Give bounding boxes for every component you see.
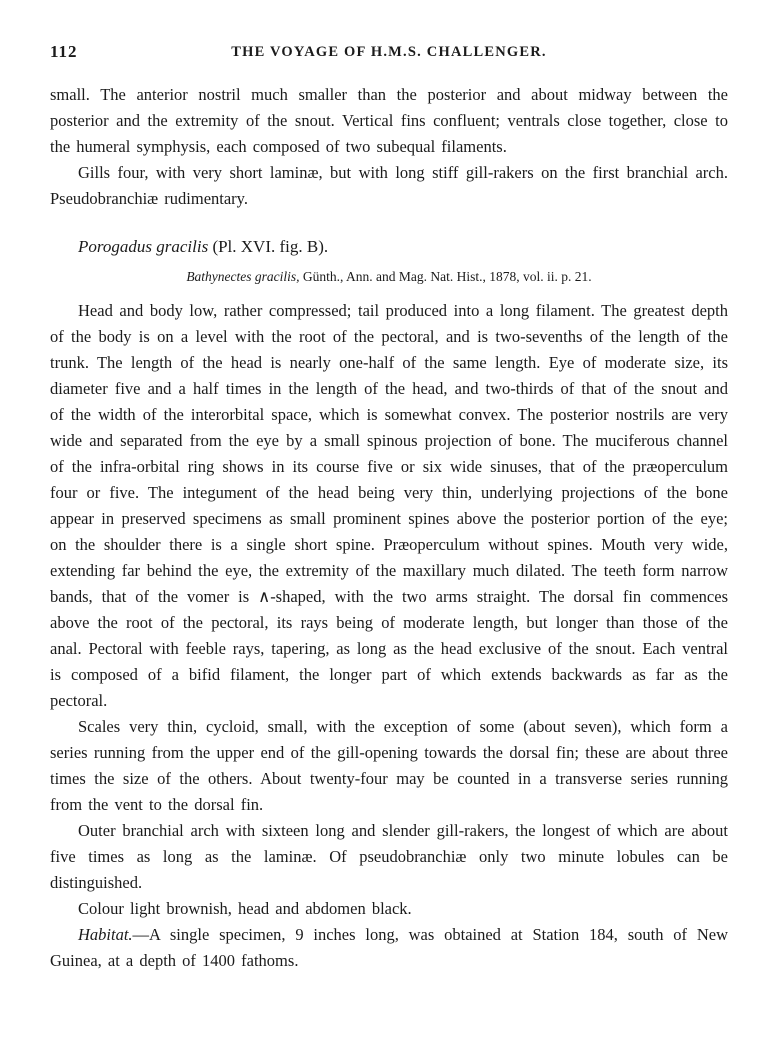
paragraph-scales: Scales very thin, cycloid, small, with the exception of some (about seven), which form a series running from the upper end of the gill-opening towards the dorsal fin; these are about three times the size of the others. About twenty-four may be counted in a transverse series running from the vent to the dorsal fin. [50, 717, 728, 814]
paragraph-habitat [50, 922, 728, 974]
species-plate-reference: (Pl. XVI. fig. B). [208, 237, 329, 256]
paragraph-branchial-arch: Outer branchial arch with sixteen long and slender gill-rakers, the longest of which are about five times as long as the laminæ. Of pseudobranchiæ only two minute lobules can be distinguished. [50, 821, 728, 892]
page-number: 112 [50, 42, 78, 61]
habitat-label: Habitat. [78, 925, 133, 944]
page-header [50, 42, 728, 64]
paragraph-colour: Colour light brownish, head and abdomen black. [78, 899, 412, 918]
paragraph-gills: Gills four, with very short laminæ, but with long stiff gill-rakers on the first branchial arch. Pseudobranchiæ rudimentary. [50, 163, 728, 208]
paragraph-nostril-continuation: small. The anterior nostril much smaller than the posterior and about midway between the posterior and the extremity of the snout. Vertical fins confluent; ventrals close together, close to the humeral symphysis, each composed of two subequal filaments. [50, 85, 728, 156]
running-title: THE VOYAGE OF H.M.S. CHALLENGER. [231, 44, 547, 60]
species-name: Porogadus gracilis [78, 237, 209, 256]
habitat-text: —A single specimen, 9 inches long, was obtained at Station 184, south of New Guinea, at a depth of 1400 fathoms. [50, 925, 728, 970]
citation-source: Günth., Ann. and Mag. Nat. Hist., 1878, vol. ii. p. 21. [299, 269, 592, 284]
citation-line [50, 266, 728, 288]
species-heading [50, 234, 728, 260]
paragraph-description: Head and body low, rather compressed; tail produced into a long filament. The greatest depth of the body is on a level with the root of the pectoral, and is two-sevenths of the length of the trunk. The length of the head is nearly one-half of the same length. Eye of moderate size, its diameter five and a half times in the length of the head, and two-thirds of that of the snout and of the width of the interorbital space, which is somewhat convex. The posterior nostrils are very wide and separated from the eye by a small spinous projection of bone. The muciferous channel of the infra-orbital ring shows in its course five or six wide sinuses, that of the præoperculum four or five. The integument of the head being very thin, underlying projections of the bone appear in preserved specimens as small prominent spines above the posterior portion of the eye; on the shoulder there is a single short spine. Præoperculum without spines. Mouth very wide, extending far behind the eye, the extremity of the maxillary much dilated. The teeth form narrow bands, that of the vomer is ∧-shaped, with the two arms straight. The dorsal fin commences above the root of the pectoral, its rays being of moderate length, but longer than those of the anal. Pectoral with feeble rays, tapering, as long as the head exclusive of the snout. Each ventral is composed of a bifid filament, the longer part of which extends backwards as far as the pectoral. [50, 301, 728, 710]
citation-species-name: Bathynectes gracilis, [186, 269, 300, 284]
